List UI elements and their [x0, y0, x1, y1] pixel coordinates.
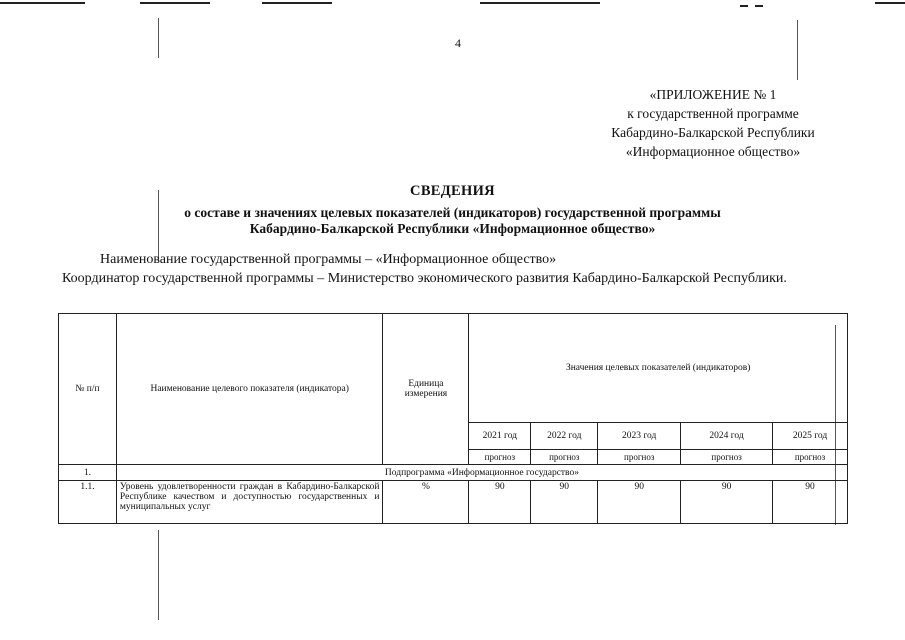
year-cell: 2022 год: [531, 423, 598, 450]
header-cell-num: № п/п: [59, 314, 117, 465]
program-name: Наименование государственной программы – «Информационное общество»: [100, 252, 557, 267]
appendix-block: [583, 85, 843, 161]
forecast-cell: прогноз: [598, 450, 681, 465]
row-value: 90: [773, 481, 848, 524]
row-indicator-name: Уровень удовлетворенности граждан в Кабардино-Балкарской Республике качеством и доступностью государственных и муниципальных услуг: [116, 481, 383, 524]
appendix-line: «Информационное общество»: [625, 144, 801, 159]
table-row: [59, 481, 848, 524]
row-unit: %: [383, 481, 469, 524]
row-value: 90: [598, 481, 681, 524]
row-num: 1.1.: [59, 481, 117, 524]
scan-artifact-vline: [158, 18, 159, 58]
subprogram-title: Подпрограмма «Информационное государство»: [116, 465, 847, 481]
appendix-line: «ПРИЛОЖЕНИЕ № 1: [649, 87, 777, 102]
scan-artifact-vline: [797, 20, 798, 80]
scan-artifact-line: [262, 2, 332, 4]
subtitle-line: Кабардино-Балкарской Республики «Информационное общество»: [249, 221, 656, 236]
scan-artifact-line: [740, 5, 748, 7]
subtitle-line: о составе и значениях целевых показателей (индикаторов) государственной программы: [184, 205, 721, 220]
row-value: 90: [531, 481, 598, 524]
page-number: 4: [455, 36, 461, 50]
forecast-cell: прогноз: [531, 450, 598, 465]
year-cell: 2025 год: [773, 423, 848, 450]
year-cell: 2024 год: [681, 423, 773, 450]
subprogram-row: [59, 465, 848, 481]
header-cell-unit: Единица измерения: [383, 314, 469, 465]
appendix-line: к государственной программе: [627, 106, 799, 121]
scan-artifact-vline: [158, 530, 159, 620]
appendix-line: Кабардино-Балкарской Республики: [611, 125, 815, 140]
forecast-cell: прогноз: [681, 450, 773, 465]
scan-artifact-line: [140, 2, 210, 4]
subprogram-num: 1.: [59, 465, 117, 481]
coordinator-text: Координатор государственной программы – Министерство экономического развития Кабардино-Балкарской Республики.: [62, 271, 787, 286]
scan-artifact-line: [480, 2, 600, 4]
scan-artifact-line: [0, 2, 85, 4]
forecast-cell: прогноз: [773, 450, 848, 465]
row-value: 90: [681, 481, 773, 524]
forecast-cell: прогноз: [469, 450, 531, 465]
indicators-table: [58, 313, 848, 524]
row-value: 90: [469, 481, 531, 524]
document-title: СВЕДЕНИЯ: [410, 183, 495, 199]
document-subtitle: [0, 205, 905, 237]
header-cell-name: Наименование целевого показателя (индикатора): [116, 314, 383, 465]
scan-artifact-line: [875, 2, 905, 4]
year-cell: 2021 год: [469, 423, 531, 450]
scan-artifact-line: [755, 5, 763, 7]
header-cell-values: Значения целевых показателей (индикаторов): [469, 314, 848, 423]
table-header-row: [59, 314, 848, 423]
year-cell: 2023 год: [598, 423, 681, 450]
indicators-table-container: [58, 313, 848, 524]
